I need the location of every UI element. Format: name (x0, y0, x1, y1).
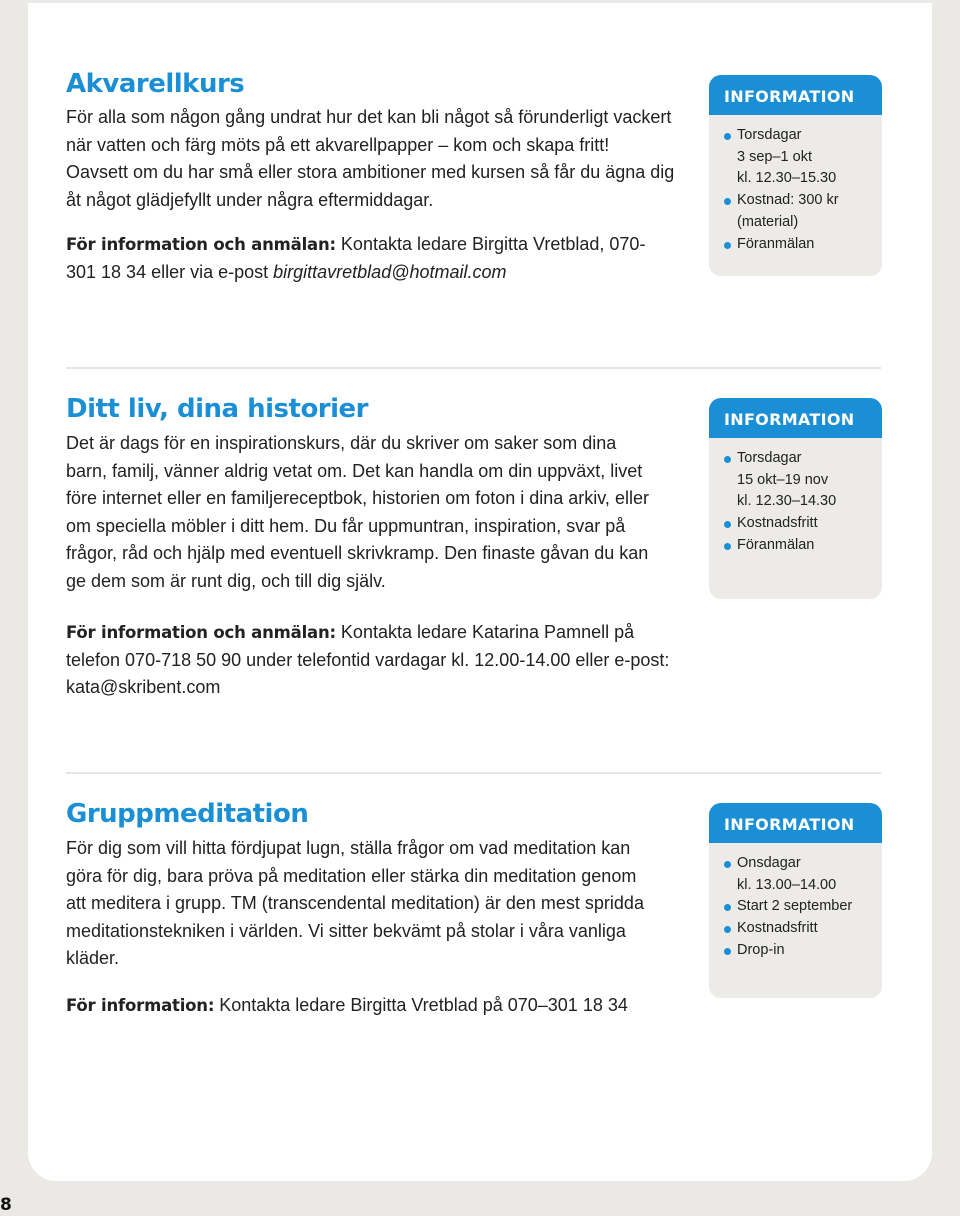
info-list (709, 843, 882, 980)
page-number: 8 (0, 1195, 12, 1215)
contact-text: Kontakta ledare Birgitta Vretblad på 070–301 18 34 (214, 994, 628, 1015)
info-list (709, 438, 882, 575)
contact-text: Kontakta ledare Katarina Pamnell på telefon 070-718 50 90 under telefontid vardagar kl. 12.00-14.00 eller e-post: kata@skribent.com (66, 622, 670, 697)
contact-info (66, 992, 706, 1020)
section-title: Gruppmeditation (66, 799, 309, 829)
contact-info (66, 619, 671, 702)
info-item: Onsdagar kl. 13.00–14.00 (724, 853, 882, 896)
info-box (709, 803, 882, 998)
info-box (709, 75, 882, 276)
info-box (709, 398, 882, 599)
contact-email: birgittavretblad@hotmail.com (273, 261, 507, 282)
divider (66, 772, 881, 774)
info-heading: INFORMATION (709, 75, 882, 115)
section-description: För alla som någon gång undrat hur det kan bli något så förunderligt vackert när vatten och färg möts på ett akvarellpapper – kom och skapa fritt! Oavsett om du har små eller stora ambitioner med kursen så får du ägna dig åt något glädjefyllt under några eftermiddagar. (66, 107, 675, 210)
section-description: För dig som vill hitta fördjupat lugn, ställa frågor om vad meditation kan göra för dig, bara pröva på meditation eller stärka din meditation genom att meditera i grupp. TM (transcendental meditation) är den mest spridda meditationstekniken i världen. Vi sitter bekvämt på stolar i våra vanliga kläder. (66, 838, 644, 968)
info-item: Föranmälan (724, 234, 882, 256)
info-item: Start 2 september (724, 896, 882, 918)
info-item: Torsdagar 3 sep–1 okt kl. 12.30–15.30 (724, 125, 882, 190)
info-item: Föranmälan (724, 535, 882, 557)
section-title: Ditt liv, dina historier (66, 394, 368, 424)
contact-info (66, 231, 646, 286)
section-description: Det är dags för en inspirationskurs, där du skriver om saker som dina barn, familj, vänner aldrig vetat om. Det kan handla om din uppväxt, livet före internet eller en familjereceptbok, historien om foton i dina arkiv, eller om speciella möbler i ditt hem. Du får uppmuntran, inspiration, svar på frågor, råd och hjälp med eventuell skrivkramp. Den finaste gåvan du kan ge dem som är runt dig, och till dig själv. (66, 433, 649, 591)
info-item: Kostnadsfritt (724, 918, 882, 940)
contact-label: För information och anmälan: (66, 623, 336, 642)
info-list (709, 115, 882, 273)
section-title: Akvarellkurs (66, 69, 245, 99)
divider (66, 367, 881, 369)
contact-label: För information och anmälan: (66, 235, 336, 254)
info-item: Kostnad: 300 kr (material) (724, 190, 882, 233)
contact-text: Kontakta ledare Birgitta Vretblad, 070-301 18 34 eller via e-post (66, 234, 646, 282)
info-heading: INFORMATION (709, 398, 882, 438)
contact-label: För information: (66, 995, 215, 1015)
info-item: Drop-in (724, 940, 882, 962)
info-heading: INFORMATION (709, 803, 882, 843)
info-item: Torsdagar 15 okt–19 nov kl. 12.30–14.30 (724, 448, 882, 513)
info-item: Kostnadsfritt (724, 513, 882, 535)
